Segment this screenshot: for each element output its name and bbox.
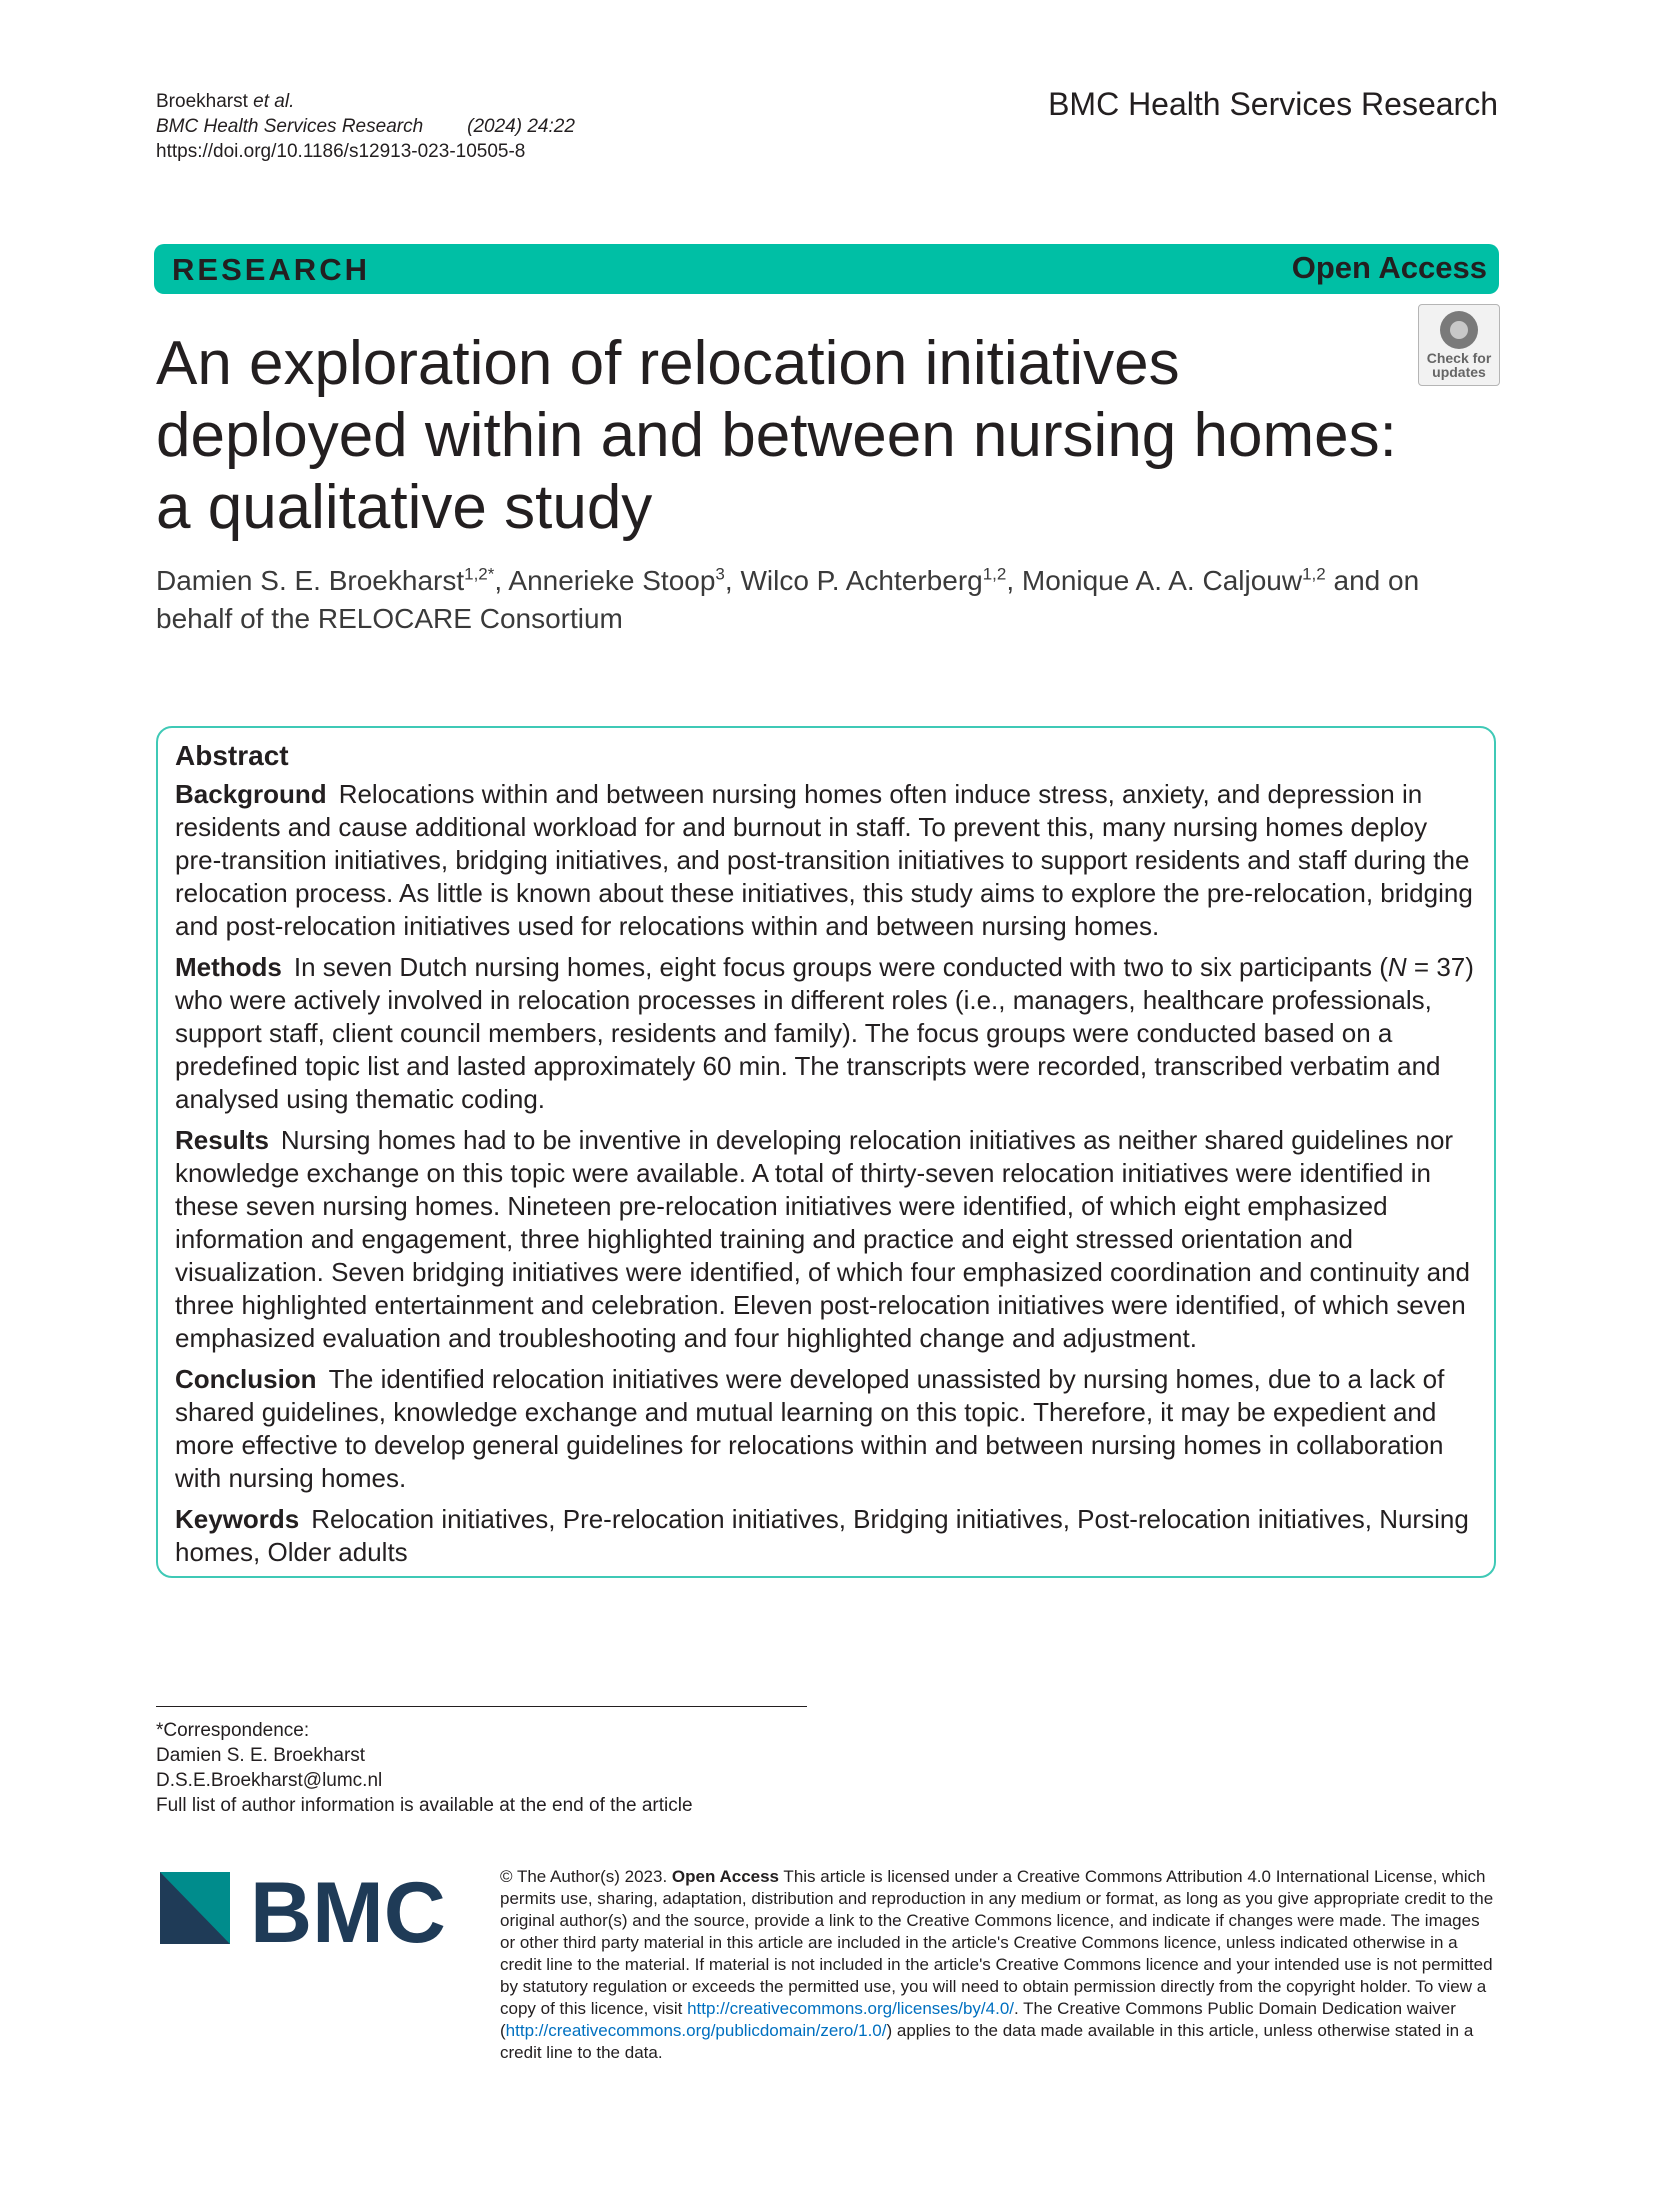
consortium-text: and on behalf of the RELOCARE Consortium [156, 565, 1420, 634]
citation-author-line [156, 89, 575, 114]
affiliation-sup: 1,2* [464, 564, 495, 584]
affiliation-sup: 1,2 [982, 564, 1007, 584]
author-list [156, 562, 1501, 638]
author-name[interactable]: , Wilco P. Achterberg [724, 565, 983, 596]
title-line: An exploration of relocation initiatives [156, 329, 1180, 398]
check-updates-line1: Check for [1426, 350, 1492, 366]
open-access-label: Open Access [1291, 250, 1487, 285]
section-text: The identified relocation initiatives were developed unassisted by nursing homes, due to a lack of shared guidelines, knowledge exchange and mutual learning on this topic. Therefore, it may be expedient and more effective to develop general guidelines for relocations within and between nursing homes in collaboration with nursing homes. [175, 1364, 1445, 1493]
abstract-background [175, 778, 1477, 943]
abstract-conclusion [175, 1363, 1477, 1495]
license-body: This article is licensed under a Creative Commons Attribution 4.0 International License, which permits use, sharing, adaptation, distribution and reproduction in any medium or format, as long as you give appropriate credit to the original author(s) and the source, provide a link to the Creative Commons licence, and indicate if changes were made. The images or other third party material in this article are included in the article's Creative Commons licence, unless indicated otherwise in a credit line to the material. If material is not included in the article's Creative Commons licence and your intended use is not permitted by statutory regulation or exceeds the permitted use, you will need to obtain permission directly from the copyright holder. To view a copy of this licence, visit [500, 1867, 1494, 2018]
title-line: deployed within and between nursing homes: [156, 401, 1397, 470]
license-prefix: © The Author(s) 2023. [500, 1867, 672, 1886]
citation-journal: BMC Health Services Research [156, 116, 424, 137]
doi-link[interactable]: https://doi.org/10.1186/s12913-023-10505-8 [156, 141, 526, 162]
journal-name: BMC Health Services Research [1048, 86, 1498, 122]
correspondence-block [156, 1718, 693, 1818]
correspondence-name: Damien S. E. Broekharst [156, 1745, 366, 1766]
license-body: . The Creative Commons Public Domain Dedication waiver ( [500, 1999, 1456, 2040]
section-text: Relocation initiatives, Pre-relocation initiatives, Bridging initiatives, Post-relocation initiatives, Nursing homes, Older adults [175, 1504, 1469, 1567]
section-text: Relocations within and between nursing homes often induce stress, anxiety, and depression in residents and cause additional workload for and burnout in staff. To prevent this, many nursing homes deploy pre-transition initiatives, bridging initiatives, and post-transition initiatives to support residents and staff during the relocation process. As little is known about these initiatives, this study aims to explore the pre-relocation, bridging and post-relocation initiatives used for relocations within and between nursing homes. [175, 779, 1473, 941]
abstract-heading: Abstract [175, 740, 289, 771]
citation-etal: et al. [253, 91, 295, 112]
abstract-methods [175, 951, 1477, 1116]
logo-text: BMC [250, 1872, 446, 1952]
affiliation-sup: 1,2 [1302, 564, 1326, 584]
license-oa-label: Open Access [671, 1867, 780, 1886]
author-info-note: Full list of author information is available at the end of the article [156, 1795, 693, 1816]
abstract-keywords [175, 1503, 1477, 1569]
article-type-label: RESEARCH [172, 252, 370, 287]
article-title [156, 328, 1456, 544]
license-text [500, 1866, 1496, 2064]
section-label: Results [175, 1125, 269, 1155]
affiliation-sup: 3 [715, 564, 725, 584]
section-text: Nursing homes had to be inventive in developing relocation initiatives as neither shared guidelines nor knowledge exchange on this topic were available. A total of thirty-seven relocation initiatives were identified in these seven nursing homes. Nineteen pre-relocation initiatives were identified, of which eight emphasized information and engagement, three highlighted training and practice and eight stressed orientation and visualization. Seven bridging initiatives were identified, of which four emphasized coordination and continuity and three highlighted entertainment and celebration. Eleven post-relocation initiatives were identified, of which seven emphasized evaluation and troubleshooting and four highlighted change and adjustment. [175, 1125, 1470, 1353]
citation-author: Broekharst [156, 91, 254, 112]
bmc-logo [160, 1872, 460, 1952]
section-label: Keywords [175, 1504, 300, 1534]
author-name[interactable]: , Annerieke Stoop [494, 565, 716, 596]
section-label: Conclusion [175, 1364, 317, 1394]
correspondence-label: *Correspondence: [156, 1720, 310, 1741]
citation-block [156, 89, 575, 164]
citation-journal-line [156, 114, 575, 139]
section-text: = 37) who were actively involved in relocation processes in different roles (i.e., managers, healthcare professionals, support staff, client council members, residents and family). The focus groups were conducted based on a predefined topic list and lasted approximately 60 min. The transcripts were recorded, transcribed verbatim and analysed using thematic coding. [175, 952, 1474, 1114]
section-label: Background [175, 779, 327, 809]
cc-zero-link[interactable]: http://creativecommons.org/publicdomain/zero/1.0/ [505, 2021, 887, 2040]
section-label: Methods [175, 952, 282, 982]
check-updates-line2: updates [1432, 364, 1486, 380]
title-line: a qualitative study [156, 473, 653, 542]
abstract-content [175, 739, 1477, 1577]
article-type-banner [154, 244, 1499, 294]
footnote-divider [156, 1706, 807, 1707]
cc-by-link[interactable]: http://creativecommons.org/licenses/by/4.0/ [687, 1999, 1015, 2018]
correspondence-email[interactable]: D.S.E.Broekharst@lumc.nl [156, 1770, 383, 1791]
sample-size-symbol: N [1387, 952, 1407, 982]
section-text: In seven Dutch nursing homes, eight focus groups were conducted with two to six participants ( [293, 952, 1388, 982]
license-body: ) applies to the data made available in this article, unless otherwise stated in a credit line to the data. [500, 2021, 1474, 2062]
abstract-results [175, 1124, 1477, 1355]
author-name[interactable]: , Monique A. A. Caljouw [1006, 565, 1303, 596]
author-name[interactable]: Damien S. E. Broekharst [156, 565, 465, 596]
citation-year: (2024) 24:22 [467, 116, 575, 137]
